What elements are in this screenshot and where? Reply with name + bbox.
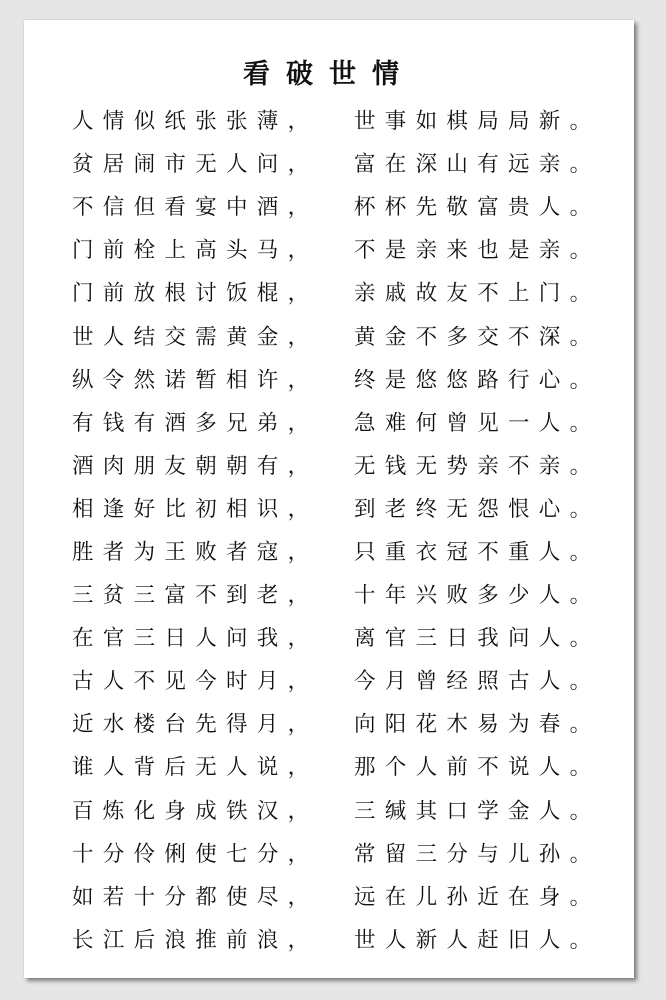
line-first-half: 胜者为王败者寇，: [72, 539, 319, 565]
line-first-half: 十分伶俐使七分，: [72, 841, 319, 867]
poem-line: [72, 270, 627, 313]
line-first-half: 近水楼台先得月，: [72, 712, 319, 738]
line-first-half: 门前栓上高头马，: [72, 238, 319, 264]
line-second-half: 世事如棋局局新。: [354, 109, 601, 135]
line-first-half: 相逢好比初相识，: [72, 496, 319, 522]
page-title: 看破世情: [243, 59, 415, 90]
line-second-half: 十年兴败多少人。: [354, 583, 601, 609]
poem-line: [72, 227, 627, 270]
line-second-half: 离官三日我问人。: [354, 626, 601, 652]
line-first-half: 长江后浪推前浪，: [72, 927, 319, 953]
poem-line: [72, 486, 627, 529]
poem-line: [72, 874, 627, 917]
line-second-half: 无钱无势亲不亲。: [354, 453, 601, 479]
poem-line: [72, 744, 627, 787]
line-second-half: 亲戚故友不上门。: [354, 281, 601, 307]
poem-line: [72, 831, 627, 874]
line-second-half: 世人新人赶旧人。: [354, 927, 601, 953]
poem-line: [72, 313, 627, 356]
poem-line: [72, 788, 627, 831]
line-second-half: 向阳花木易为春。: [354, 712, 601, 738]
line-first-half: 三贫三富不到老，: [72, 583, 319, 609]
line-second-half: 终是悠悠路行心。: [354, 367, 601, 393]
line-first-half: 百炼化身成铁汉，: [72, 798, 319, 824]
line-second-half: 杯杯先敬富贵人。: [354, 195, 601, 221]
line-second-half: 只重衣冠不重人。: [354, 539, 601, 565]
line-second-half: 不是亲来也是亲。: [354, 238, 601, 264]
line-first-half: 酒肉朋友朝朝有，: [72, 453, 319, 479]
poem-line: [72, 917, 627, 960]
poem-body: [72, 98, 627, 960]
line-second-half: 常留三分与儿孙。: [354, 841, 601, 867]
poem-line: [72, 529, 627, 572]
poem-line: [72, 357, 627, 400]
poem-line: [72, 658, 627, 701]
line-second-half: 急难何曾见一人。: [354, 410, 601, 436]
line-second-half: 那个人前不说人。: [354, 755, 601, 781]
poem-line: [72, 141, 627, 184]
line-first-half: 古人不见今时月，: [72, 669, 319, 695]
document-page: [24, 20, 634, 978]
poem-line: [72, 443, 627, 486]
line-second-half: 今月曾经照古人。: [354, 669, 601, 695]
line-first-half: 纵令然诺暂相许，: [72, 367, 319, 393]
line-first-half: 贫居闹市无人问，: [72, 152, 319, 178]
poem-line: [72, 184, 627, 227]
line-first-half: 有钱有酒多兄弟，: [72, 410, 319, 436]
line-second-half: 三缄其口学金人。: [354, 798, 601, 824]
poem-line: [72, 572, 627, 615]
poem-line: [72, 701, 627, 744]
line-second-half: 富在深山有远亲。: [354, 152, 601, 178]
line-second-half: 远在儿孙近在身。: [354, 884, 601, 910]
line-first-half: 谁人背后无人说，: [72, 755, 319, 781]
line-second-half: 黄金不多交不深。: [354, 324, 601, 350]
line-first-half: 在官三日人问我，: [72, 626, 319, 652]
line-second-half: 到老终无怨恨心。: [354, 496, 601, 522]
line-first-half: 不信但看宴中酒，: [72, 195, 319, 221]
poem-line: [72, 400, 627, 443]
line-first-half: 世人结交需黄金，: [72, 324, 319, 350]
poem-line: [72, 615, 627, 658]
line-first-half: 如若十分都使尽，: [72, 884, 319, 910]
line-first-half: 门前放根讨饭棍，: [72, 281, 319, 307]
line-first-half: 人情似纸张张薄，: [72, 109, 319, 135]
poem-line: [72, 98, 627, 141]
